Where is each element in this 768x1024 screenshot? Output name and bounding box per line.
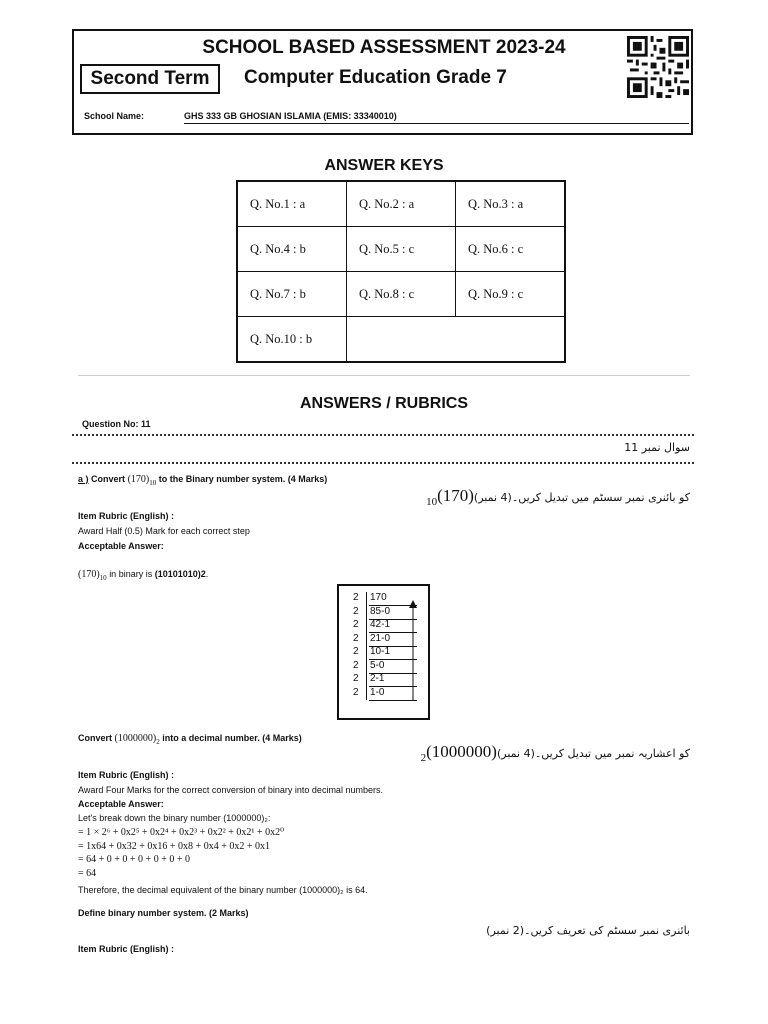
table-cell: Q. No.2 : a (347, 181, 456, 227)
division-value: 5-0 (370, 659, 385, 671)
part-b-text-pre: Convert (78, 733, 113, 743)
part-a-question (78, 474, 327, 487)
part-a-sub: 10 (149, 478, 157, 487)
part-b-question (78, 733, 302, 746)
part-a-urdu-math: (170) (437, 486, 474, 505)
division-value: 170 (370, 592, 387, 603)
binary-division-image (337, 584, 430, 720)
table-cell-empty (347, 317, 566, 363)
table-cell: Q. No.3 : a (456, 181, 566, 227)
urdu-question-label: سوال نمبر 11 (624, 441, 690, 454)
division-divisor: 2 (353, 605, 359, 617)
part-a-answer-text: in binary is (109, 569, 153, 579)
table-row (237, 272, 565, 317)
part-b-urdu-sub: 2 (420, 752, 427, 765)
part-a-rubric-label: Item Rubric (English) : (78, 511, 175, 521)
question-label: Question No: 11 (82, 419, 151, 429)
division-divisor: 2 (353, 632, 359, 644)
part-a-acceptable-label: Acceptable Answer: (78, 541, 164, 551)
part-a-answer-math: (170) (78, 569, 100, 580)
part-a-urdu-sub: 10 (426, 496, 438, 509)
school-name-value: GHS 333 GB GHOSIAN ISLAMIA (EMIS: 33340010) (184, 111, 689, 124)
part-a-rubric-text: Award Half (0.5) Mark for each correct step (78, 526, 250, 536)
table-cell: Q. No.10 : b (237, 317, 347, 363)
part-a-text-pre: Convert (91, 474, 126, 484)
part-a-answer: $(170)_{10}$ in binary is (10101010)2. (78, 569, 209, 582)
part-a-math: (170) (127, 474, 150, 485)
part-b-text-post: into a decimal number. (4 Marks) (162, 733, 302, 743)
subject-title: Computer Education Grade 7 (244, 67, 507, 88)
division-bar (366, 592, 367, 700)
table-cell: Q. No.6 : c (456, 227, 566, 272)
section-divider (78, 375, 690, 376)
table-cell: Q. No.7 : b (237, 272, 347, 317)
part-a-answer-value: (10101010)2 (154, 569, 206, 579)
table-cell: Q. No.9 : c (456, 272, 566, 317)
rubrics-title: ANSWERS / RUBRICS (299, 395, 468, 412)
part-c-question: Define binary number system. (2 Marks) (78, 908, 249, 918)
part-b-urdu-math: (1000000) (426, 742, 497, 761)
part-c-rubric-label: Item Rubric (English) : (78, 944, 175, 954)
part-c-urdu: بائنری نمبر سسٹم کی تعریف کریں۔(2 نمبر) (486, 924, 690, 937)
part-b-rubric-label: Item Rubric (English) : (78, 770, 175, 780)
part-b-urdu (400, 742, 690, 764)
part-b-math: (1000000) (114, 733, 157, 744)
arrow-up-icon (409, 600, 417, 700)
part-a-answer-sub: 10 (99, 573, 107, 582)
division-value: 42-1 (370, 619, 391, 630)
table-cell: Q. No.5 : c (347, 227, 456, 272)
calc-line: = 1x64 + 0x32 + 0x16 + 0x8 + 0x4 + 0x2 + 0x1 (78, 840, 270, 852)
calc-line: = 64 + 0 + 0 + 0 + 0 + 0 + 0 (78, 854, 190, 865)
division-value: 10-1 (370, 646, 391, 657)
table-cell: Q. No.8 : c (347, 272, 456, 317)
division-divisor: 2 (353, 592, 359, 603)
calc-line: = 1 × 2⁶ + 0x2⁵ + 0x2⁴ + 0x2³ + 0x2² + 0x2¹ + 0x2⁰ (78, 827, 285, 838)
division-value: 21-0 (370, 632, 391, 644)
assessment-title: SCHOOL BASED ASSESSMENT 2023-24 (202, 37, 566, 58)
division-divisor: 2 (353, 686, 359, 698)
part-b-acceptable-label: Acceptable Answer: (78, 799, 164, 809)
part-b-sub: 2 (156, 737, 160, 746)
qr-code-icon (627, 36, 689, 98)
division-value: 2-1 (370, 673, 385, 684)
answer-keys-table (236, 180, 566, 363)
division-divisor: 2 (353, 619, 359, 630)
division-divisor: 2 (353, 646, 359, 657)
dotted-divider (72, 434, 694, 436)
part-a-urdu-text: کو بائنری نمبر سسٹم میں تبدیل کریں۔(4 نمبر) (473, 491, 690, 504)
calc-line: = 64 (78, 867, 97, 879)
part-b-rubric-text: Award Four Marks for the correct conversion of binary into decimal numbers. (78, 785, 383, 795)
table-row (237, 227, 565, 272)
division-divisor: 2 (353, 673, 359, 684)
part-a-label: a ) (78, 474, 89, 484)
division-value: 1-0 (370, 686, 385, 698)
answer-keys-title: ANSWER KEYS (324, 157, 444, 174)
division-value: 85-0 (370, 605, 391, 617)
term-badge: Second Term (80, 64, 220, 94)
dotted-divider (72, 462, 694, 464)
header-box (72, 29, 693, 135)
part-b-calculation (78, 826, 284, 880)
school-name-label: School Name: (84, 111, 145, 121)
part-b-conclusion: Therefore, the decimal equivalent of the binary number (1000000)₂ is 64. (78, 885, 368, 895)
division-divisor: 2 (353, 659, 359, 671)
part-a-text-post: to the Binary number system. (4 Marks) (158, 474, 328, 484)
part-b-urdu-text: کو اعشاریہ نمبر میں تبدیل کریں۔(4 نمبر) (496, 747, 690, 760)
table-cell: Q. No.4 : b (237, 227, 347, 272)
table-row (237, 317, 565, 363)
part-a-urdu (420, 486, 690, 508)
table-cell: Q. No.1 : a (237, 181, 347, 227)
table-row (237, 181, 565, 227)
part-b-breakdown: Let's break down the binary number (1000000)₂: (78, 813, 271, 823)
